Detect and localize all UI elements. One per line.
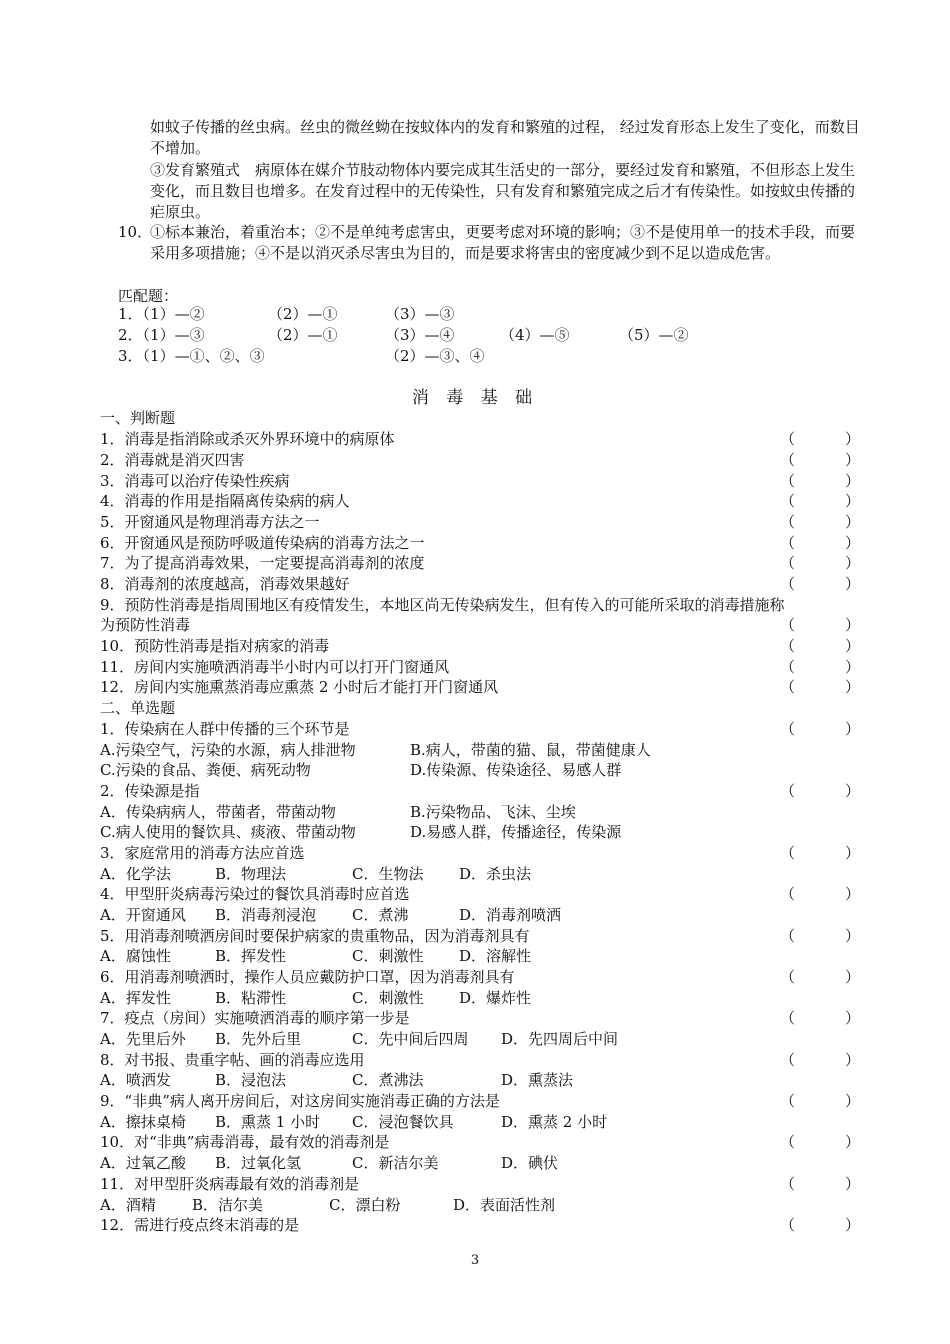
option-c[interactable]: C．刺激性 [352,947,424,965]
option-a[interactable]: A．酒精 [100,1196,156,1214]
question-2: 2．传染源是指 [100,782,200,800]
judge-item-6: 6．开窗通风是预防呼吸道传染病的消毒方法之一 [100,534,425,552]
paragraph-filarial: 如蚊子传播的丝虫病。丝虫的微丝蚴在按蚊体内的发育和繁殖的过程， 经过发育形态上发生了变化，而数目不增加。 [150,118,860,157]
option-c[interactable]: C.病人使用的餐饮具、痰液、带菌动物 [100,823,356,841]
option-a[interactable]: A．过氧乙酸 [100,1154,186,1172]
option-c[interactable]: C．浸泡餐饮具 [352,1113,454,1131]
judge-item-8: 8．消毒剂的浓度越高，消毒效果越好 [100,575,350,593]
option-a[interactable]: A．腐蚀性 [100,947,171,965]
question-10: 10．对“非典”病毒消毒，最有效的消毒剂是 [100,1133,390,1151]
judge-item-2: 2．消毒就是消灭四害 [100,451,245,469]
answer-bracket[interactable]: （ ） [780,720,860,738]
matching-2-3: （3）—④ [385,326,455,344]
question-7: 7．疫点（房间）实施喷洒消毒的顺序第一步是 [100,1009,410,1027]
matching-3-2: （2）—③、④ [385,347,485,365]
answer-bracket[interactable]: （ ） [780,782,860,800]
answer-bracket[interactable]: （ ） [780,616,860,634]
answer-bracket[interactable]: （ ） [780,678,860,696]
matching-1-3: （3）—③ [385,305,455,323]
judge-item-4: 4．消毒的作用是指隔离传染病的病人 [100,492,350,510]
answer-bracket[interactable]: （ ） [780,1175,860,1193]
matching-3-1: 3．（1）—①、②、③ [118,347,265,365]
option-a[interactable]: A．传染病病人，带菌者，带菌动物 [100,803,336,821]
judge-item-3: 3．消毒可以治疗传染性疾病 [100,472,290,490]
option-a[interactable]: A．化学法 [100,865,171,883]
answer-bracket[interactable]: （ ） [780,637,860,655]
option-d[interactable]: D.易感人群，传播途径，传染源 [410,823,622,841]
question-6: 6．用消毒剂喷洒时，操作人员应戴防护口罩，因为消毒剂具有 [100,968,515,986]
judge-item-1: 1．消毒是指消除或杀灭外界环境中的病原体 [100,430,395,448]
option-c[interactable]: C.污染的食品、粪便、病死动物 [100,761,311,779]
option-b[interactable]: B．消毒剂浸泡 [215,906,317,924]
question-3: 3．家庭常用的消毒方法应首选 [100,844,305,862]
answer-bracket[interactable]: （ ） [780,658,860,676]
judge-item-12: 12．房间内实施熏蒸消毒应熏蒸 2 小时后才能打开门窗通风 [100,678,499,696]
option-d[interactable]: D．消毒剂喷洒 [459,906,562,924]
option-b[interactable]: B.污染物品、飞沫、尘埃 [410,803,576,821]
option-d[interactable]: D．熏蒸法 [501,1071,574,1089]
answer-bracket[interactable]: （ ） [780,492,860,510]
option-b[interactable]: B．物理法 [215,865,287,883]
matching-2-2: （2）—① [268,326,338,344]
answer-10-number: 10． [118,223,153,241]
option-b[interactable]: B．粘滞性 [215,989,287,1007]
answer-10-text: ①标本兼治，着重治本；②不是单纯考虑害虫，更要考虑对环境的影响；③不是使用单一的技术手段，而要采用多项措施；④不是以消灭杀尽害虫为目的，而是要求将害虫的密度减少到不足以造成危害。 [150,223,856,262]
option-b[interactable]: B．熏蒸 1 小时 [215,1113,321,1131]
judge-item-11: 11．房间内实施喷洒消毒半小时内可以打开门窗通风 [100,658,450,676]
option-c[interactable]: C．新洁尔美 [352,1154,439,1172]
option-d[interactable]: D．表面活性剂 [453,1196,556,1214]
judge-item-7: 7．为了提高消毒效果，一定要提高消毒剂的浓度 [100,554,425,572]
answer-bracket[interactable]: （ ） [780,1092,860,1110]
option-b[interactable]: B．洁尔美 [192,1196,264,1214]
question-5: 5．用消毒剂喷洒房间时要保护病家的贵重物品，因为消毒剂具有 [100,927,530,945]
judge-heading: 一、判断题 [100,409,176,427]
question-9: 9．“非典”病人离开房间后，对这房间实施消毒正确的方法是 [100,1092,500,1110]
matching-1-1: 1．（1）—② [118,305,205,323]
option-a[interactable]: A．开窗通风 [100,906,186,924]
answer-bracket[interactable]: （ ） [780,575,860,593]
answer-bracket[interactable]: （ ） [780,451,860,469]
judge-item-5: 5．开窗通风是物理消毒方法之一 [100,513,320,531]
answer-bracket[interactable]: （ ） [780,1133,860,1151]
answer-bracket[interactable]: （ ） [780,844,860,862]
option-d[interactable]: D．爆炸性 [459,989,532,1007]
matching-2-1: 2．（1）—③ [118,326,205,344]
option-a[interactable]: A．喷洒发 [100,1071,171,1089]
option-d[interactable]: D．溶解性 [459,947,532,965]
matching-2-4: （4）—⑤ [500,326,570,344]
question-12: 12．需进行疫点终末消毒的是 [100,1216,300,1234]
answer-bracket[interactable]: （ ） [780,554,860,572]
option-d[interactable]: D．杀虫法 [459,865,532,883]
option-d[interactable]: D.传染源、传染途径、易感人群 [410,761,622,779]
answer-bracket[interactable]: （ ） [780,885,860,903]
option-a[interactable]: A．先里后外 [100,1030,186,1048]
answer-bracket[interactable]: （ ） [780,1216,860,1234]
question-11: 11．对甲型肝炎病毒最有效的消毒剂是 [100,1175,360,1193]
option-c[interactable]: C．漂白粉 [329,1196,401,1214]
judge-item-9-cont: 为预防性消毒 [100,616,191,634]
question-8: 8．对书报、贵重字帖、画的消毒应选用 [100,1051,365,1069]
question-1: 1．传染病在人群中传播的三个环节是 [100,720,350,738]
answer-bracket[interactable]: （ ） [780,1051,860,1069]
option-c[interactable]: C．先中间后四周 [352,1030,469,1048]
judge-item-9: 9．预防性消毒是指周围地区有疫情发生，本地区尚无传染病发生，但有传入的可能所采取的消毒措施称 [100,596,785,614]
option-d[interactable]: D．先四周后中间 [501,1030,619,1048]
answer-bracket[interactable]: （ ） [780,472,860,490]
single-heading: 二、单选题 [100,699,176,717]
answer-bracket[interactable]: （ ） [780,513,860,531]
answer-bracket[interactable]: （ ） [780,968,860,986]
answer-bracket[interactable]: （ ） [780,1009,860,1027]
option-c[interactable]: C．煮沸法 [352,1071,424,1089]
section-title: 消 毒 基 础 [411,388,539,408]
judge-item-10: 10．预防性消毒是指对病家的消毒 [100,637,330,655]
option-b[interactable]: B．浸泡法 [215,1071,287,1089]
answer-bracket[interactable]: （ ） [780,927,860,945]
answer-bracket[interactable]: （ ） [780,430,860,448]
matching-label: 匹配题： [118,287,179,305]
answer-bracket[interactable]: （ ） [780,534,860,552]
option-b[interactable]: B．挥发性 [215,947,287,965]
option-a[interactable]: A．擦抹桌椅 [100,1113,186,1131]
page-number: 3 [470,1253,480,1268]
paragraph-developmental-propagative: ③发育繁殖式 病原体在媒介节肢动物体内要完成其生活史的一部分，要经过发育和繁殖，不但形态上发生变化，而且数目也增多。在发育过程中的无传染性，只有发育和繁殖完成之后才有传染性。如按蚊虫传播的疟原虫。 [150,161,856,221]
option-b[interactable]: B．先外后里 [215,1030,302,1048]
option-b[interactable]: B．过氧化氢 [215,1154,302,1172]
matching-1-2: （2）—① [268,305,338,323]
option-d[interactable]: D．碘伏 [501,1154,559,1172]
option-c[interactable]: C．煮沸 [352,906,409,924]
option-a[interactable]: A．挥发性 [100,989,171,1007]
question-4: 4．甲型肝炎病毒污染过的餐饮具消毒时应首选 [100,885,410,903]
option-d[interactable]: D．熏蒸 2 小时 [501,1113,608,1131]
option-a[interactable]: A.污染空气，污染的水源，病人排泄物 [100,741,356,759]
option-b[interactable]: B.病人，带菌的猫、鼠，带菌健康人 [410,741,651,759]
option-c[interactable]: C．生物法 [352,865,424,883]
matching-2-5: （5）—② [619,326,689,344]
option-c[interactable]: C．刺激性 [352,989,424,1007]
